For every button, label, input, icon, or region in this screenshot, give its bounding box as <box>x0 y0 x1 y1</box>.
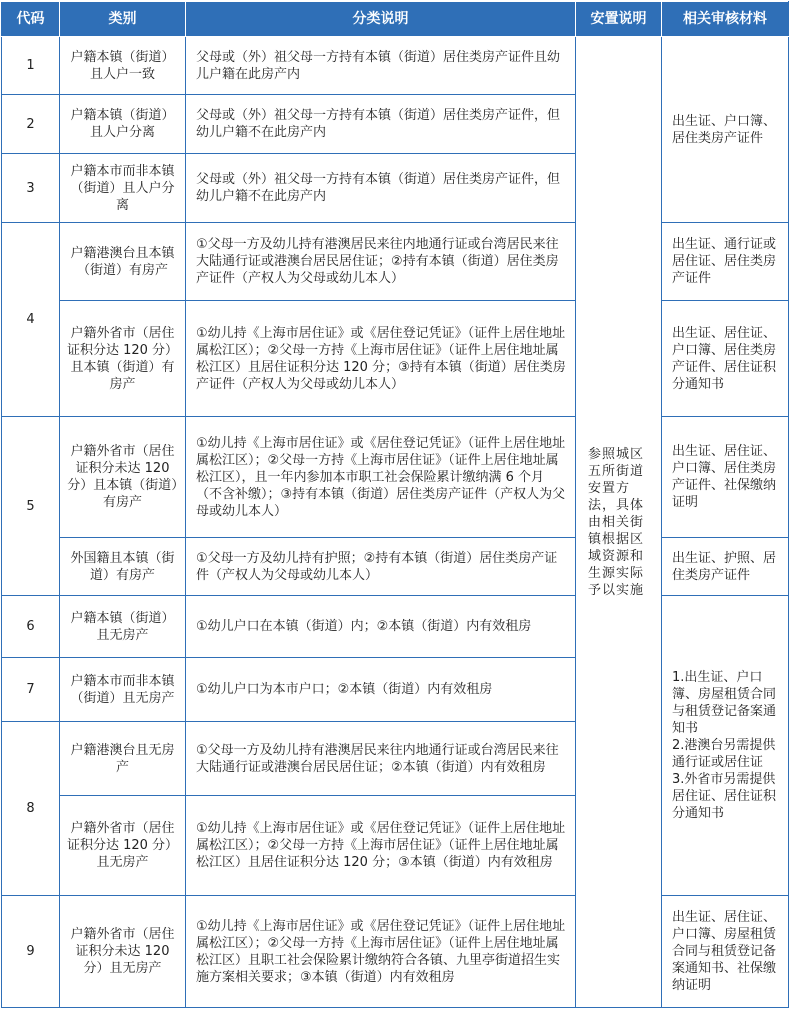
materials-cell: 出生证、护照、居住类房产证件 <box>662 538 789 596</box>
admission-category-table <box>1 1 789 1008</box>
table-row <box>2 596 789 658</box>
category-cell: 户籍本镇（街道）且无房产 <box>60 596 186 658</box>
category-cell: 户籍港澳台且无房产 <box>60 722 186 796</box>
code-cell: 9 <box>2 896 60 1008</box>
table-row <box>2 223 789 301</box>
header-materials: 相关审核材料 <box>662 2 789 37</box>
code-cell: 3 <box>2 154 60 223</box>
header-category: 类别 <box>60 2 186 37</box>
table-row <box>2 896 789 1008</box>
category-cell: 户籍外省市（居住证积分未达 120 分）且本镇（街道）有房产 <box>60 417 186 538</box>
description-cell: ①幼儿持《上海市居住证》或《居住登记凭证》（证件上居住地址属松江区）；②父母一方持《上海市居住证》（证件上居住地址属松江区）且职工社会保险累计缴纳符合各镇、九里亭街道招生实施方案相关要求；③本镇（街道）内有效租房 <box>186 896 576 1008</box>
header-row <box>2 2 789 37</box>
materials-cell: 出生证、居住证、户口簿、房屋租赁合同与租赁登记备案通知书、社保缴纳证明 <box>662 896 789 1008</box>
header-code: 代码 <box>2 2 60 37</box>
description-cell: ①幼儿持《上海市居住证》或《居住登记凭证》（证件上居住地址属松江区）；②父母一方持《上海市居住证》（证件上居住地址属松江区）且居住证积分达 120 分；③持有本镇（街道）居住类房产证件（产权人为父母或幼儿本人） <box>186 301 576 417</box>
description-cell: ①父母一方及幼儿持有港澳居民来往内地通行证或台湾居民来往大陆通行证或港澳台居民居住证；②本镇（街道）内有效租房 <box>186 722 576 796</box>
description-cell: ①幼儿持《上海市居住证》或《居住登记凭证》（证件上居住地址属松江区）；②父母一方持《上海市居住证》（证件上居住地址属松江区）且居住证积分达 120 分；③本镇（街道）内有效租房 <box>186 796 576 896</box>
materials-cell: 出生证、居住证、户口簿、居住类房产证件、居住证积分通知书 <box>662 301 789 417</box>
description-cell: ①父母一方及幼儿持有护照；②持有本镇（街道）居住类房产证件（产权人为父母或幼儿本人） <box>186 538 576 596</box>
code-cell: 6 <box>2 596 60 658</box>
header-arrangement: 安置说明 <box>576 2 662 37</box>
description-cell: 父母或（外）祖父母一方持有本镇（街道）居住类房产证件，但幼儿户籍不在此房产内 <box>186 154 576 223</box>
description-cell: ①幼儿户口在本镇（街道）内；②本镇（街道）内有效租房 <box>186 596 576 658</box>
category-cell: 户籍外省市（居住证积分达 120 分）且本镇（街道）有房产 <box>60 301 186 417</box>
materials-cell: 出生证、居住证、户口簿、居住类房产证件、社保缴纳证明 <box>662 417 789 538</box>
category-cell: 户籍本镇（街道）且人户分离 <box>60 95 186 154</box>
code-cell: 5 <box>2 417 60 596</box>
arrangement-cell: 参照城区五所街道安置方法，具体由相关街镇根据区域资源和生源实际予以实施 <box>576 37 662 1008</box>
materials-cell: 1.出生证、户口簿、房屋租赁合同与租赁登记备案通知书 2.港澳台另需提供通行证或居住证 3.外省市另需提供居住证、居住证积分通知书 <box>662 596 789 896</box>
table-row <box>2 538 789 596</box>
code-cell: 7 <box>2 658 60 722</box>
category-cell: 户籍本市而非本镇（街道）且无房产 <box>60 658 186 722</box>
category-cell: 户籍外省市（居住证积分未达 120 分）且无房产 <box>60 896 186 1008</box>
description-cell: 父母或（外）祖父母一方持有本镇（街道）居住类房产证件，但幼儿户籍不在此房产内 <box>186 95 576 154</box>
description-cell: ①父母一方及幼儿持有港澳居民来往内地通行证或台湾居民来往大陆通行证或港澳台居民居住证；②持有本镇（街道）居住类房产证件（产权人为父母或幼儿本人） <box>186 223 576 301</box>
code-cell: 2 <box>2 95 60 154</box>
code-cell: 8 <box>2 722 60 896</box>
category-cell: 户籍本市而非本镇（街道）且人户分离 <box>60 154 186 223</box>
code-cell: 4 <box>2 223 60 417</box>
category-cell: 户籍港澳台且本镇（街道）有房产 <box>60 223 186 301</box>
category-cell: 户籍本镇（街道）且人户一致 <box>60 37 186 95</box>
table-row <box>2 301 789 417</box>
materials-cell: 出生证、户口簿、居住类房产证件 <box>662 37 789 223</box>
table-row <box>2 37 789 95</box>
header-description: 分类说明 <box>186 2 576 37</box>
description-cell: 父母或（外）祖父母一方持有本镇（街道）居住类房产证件且幼儿户籍在此房产内 <box>186 37 576 95</box>
category-cell: 户籍外省市（居住证积分达 120 分）且无房产 <box>60 796 186 896</box>
materials-cell: 出生证、通行证或居住证、居住类房产证件 <box>662 223 789 301</box>
description-cell: ①幼儿户口为本市户口；②本镇（街道）内有效租房 <box>186 658 576 722</box>
category-cell: 外国籍且本镇（街道）有房产 <box>60 538 186 596</box>
description-cell: ①幼儿持《上海市居住证》或《居住登记凭证》（证件上居住地址属松江区）；②父母一方持《上海市居住证》（证件上居住地址属松江区），且一年内参加本市职工社会保险累计缴纳满 6 个月（不含补缴）；③持有本镇（街道）居住类房产证件（产权人为父母或幼儿本人） <box>186 417 576 538</box>
table-row <box>2 417 789 538</box>
code-cell: 1 <box>2 37 60 95</box>
